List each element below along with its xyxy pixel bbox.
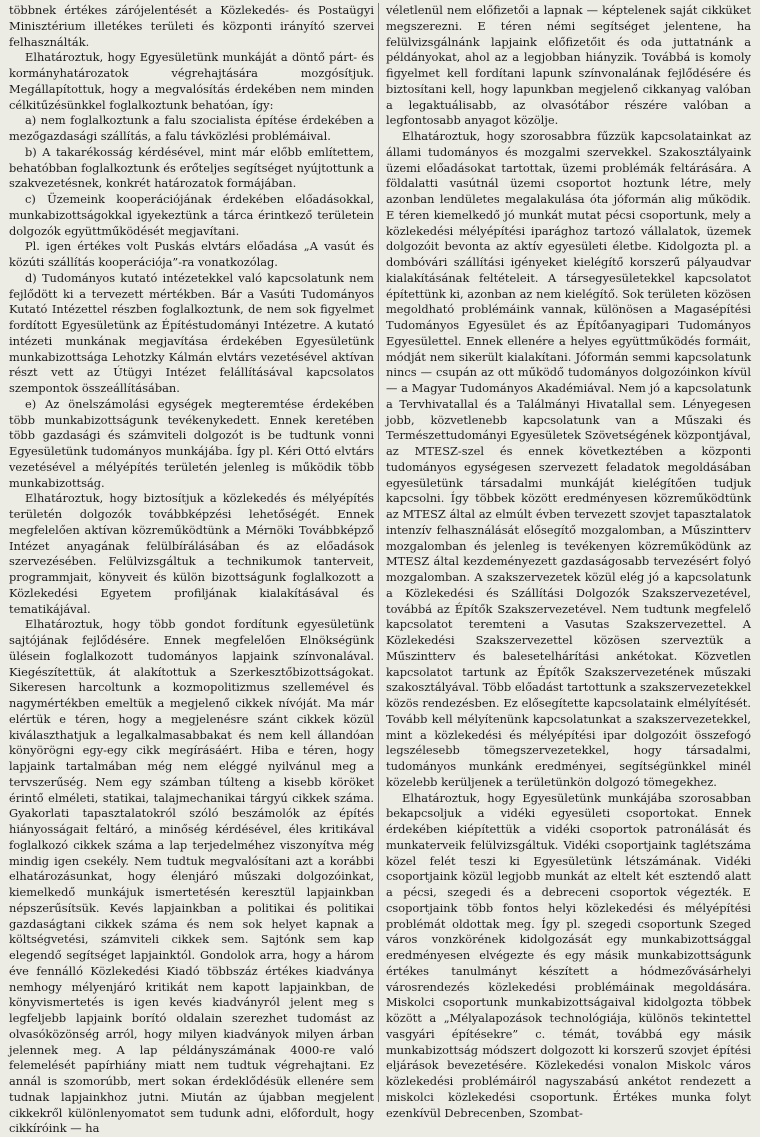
- article-paragraph: Elhatároztuk, hogy Egyesületünk munkájába szorosabban bekapcsoljuk a vidéki egyesületi csoportokat. Ennek érdekében kiépítettük a vidéki csoportok patronálását és munkaterveik felülvizsgáltuk. Vidéki csoportjaink taglétszáma közel felét teszi ki Egyesületünk létszámának. Vidéki csoportjaink közül legjobb munkát az eltelt két esztendő alatt a pécsi, szegedi és a debreceni csoportok végezték. E csoportjaink több fontos helyi közlekedési és mélyépítési problémát oldottak meg. Így pl. szegedi csoportunk Szeged város vonzkörének kidolgozását egy munkabizottsággal eredményesen elvégezte és egy másik munkabizottságunk értékes tanulmányt készített a hódmezővásárhelyi városrendezés közlekedési problémáinak megoldására. Miskolci csoportunk munkabizottságaival kidolgozta többek között a „Mélyalapozások technológiája, különös tekintettel vasgyári építésekre” c. témát, továbbá egy másik munkabizottság módszert dolgozott ki korszerű szovjet építési eljárások bevezetésére. Közlekedési vonalon Miskolc város közlekedési problémáiról nagyszabású ankétot rendezett a miskolci közlekedési csoportunk. Értékes munka folyt ezenkívül Debrecenben, Szombat-: [386, 790, 751, 1120]
- article-paragraph: Elhatároztuk, hogy szorosabbra fűzzük kapcsolatainkat az állami tudományos és mozgalmi szervekkel. Szakosztályaink üzemi előadásokat tartottak, üzemi problémák feltárására. A földalatti vasútnál üzemi csoportot hoztunk létre, mely azonban lendületes megalakulása óta jóformán alig működik. E téren kiemelkedő jó munkát mutat pécsi csoportunk, mely a közlekedési mélyépítési iparághoz tartozó vállalatok, üzemek dolgozóit bevonta az aktív egyesületi életbe. Kidolgozta pl. a dombóvári szállítási igényeket kielégítő korszerű pályaudvar kialakításának feltételeit. A társegyesületekkel kapcsolatot építettünk ki, azonban az nem kielégítő. Sok területen közösen megoldható problémáink vannak, különösen a Magasépítési Tudományos Egyesület és az Építőanyagipari Tudományos Egyesülettel. Ennek ellenére a helyes együttműködés formáit, módját nem sikerült kialakítani. Jóformán semmi kapcsolatunk nincs — csupán az ott működő tudományos dolgozóinkon kívül — a Magyar Tudományos Akadémiával. Nem jó a kapcsolatunk a Tervhivatallal és a Találmányi Hivatallal sem. Lényegesen jobb, közvetlenebb kapcsolatunk van a Műszaki és Természettudományi Egyesületek Szövetségének központjával, az MTESZ-szel és ennek következtében a központi tudományos egységesen szervezett feladatok megoldásában egyesületünk társadalmi munkáját kielégítően tudjuk kapcsolni. Így többek között eredményesen közreműködtünk az MTESZ által az elmúlt évben tervezett szovjet tapasztalatok intenzív felhasználását elősegítő mozgalomban, a Műszintterv mozgalomban és jelenleg is tevékenyen közreműködünk az MTESZ által kezdeményezett gazdaságosabb tervezésért folyó mozgalomban. A szakszervezetek közül elég jó a kapcsolatunk a Közlekedési és Szállítási Dolgozók Szakszervezetével, továbbá az Építők Szakszervezetével. Nem tudtunk megfelelő kapcsolatot teremteni a Vasutas Szakszervezettel. A Közlekedési Szakszervezettel közösen szerveztük a Műszintterv és balesetelhárítási ankétokat. Közvetlen kapcsolatot tartunk az Építők Szakszervezetének műszaki szakosztályával. Több előadást tartottunk a szakszervezetekkel közös rendezésben. Ez elősegítette kapcsolataink elmélyítését. Tovább kell mélyítenünk kapcsolatunkat a szakszervezetekkel, mint a közlekedési és mélyépítési ipar dolgozóit összefogó legszélesebb tömegszervezetekkel, hogy társadalmi, tudományos munkánk eredményei, segítségünkkel minél közelebb kerüljenek a területünkön dolgozó tömegekhez.: [386, 129, 751, 789]
- article-paragraph: e) Az önelszámolási egységek megteremtése érdekében több munkabizottságunk tevékenykedett. Ennek keretében több gazdasági és számviteli dolgozót is be tudtunk vonni Egyesületünk tudományos munkájába. Így pl. Kéri Ottó elvtárs vezetésével a mélyépítés területén jelenleg is működik több munkabizottság.: [9, 396, 374, 490]
- article-paragraph: többnek értékes zárójelentését a Közlekedés- és Postaügyi Minisztérium illetékes területi és központi irányító szervei felhasználták.: [9, 3, 374, 49]
- article-paragraph: Pl. igen értékes volt Puskás elvtárs előadása „A vasút és közúti szállítás kooperációja”-ra vonatkozólag.: [9, 239, 374, 269]
- article-paragraph: Elhatároztuk, hogy Egyesületünk munkáját a döntő párt- és kormányhatározatok végrehajtására mozgósítjuk. Megállapítottuk, hogy a megvalósítás érdekében nem minden célkitűzésünkkel foglalkoztunk behatóan, így:: [9, 50, 374, 112]
- right-column: [386, 3, 751, 1120]
- article-paragraph: d) Tudományos kutató intézetekkel való kapcsolatunk nem fejlődött ki a tervezett mértékben. Bár a Vasúti Tudományos Kutató Intézettel részben foglalkoztunk, de nem sok figyelmet fordított Egyesületünk az Építéstudományi Intézetre. A kutató intézeti munkának megjavítása érdekében Egyesületünk munkabizottsága Lehotzky Kálmán elvtárs vezetésével aktívan részt vett az Útügyi Intézet felállításával kapcsolatos szempontok összeállításában.: [9, 270, 374, 395]
- column-divider: [378, 3, 379, 1102]
- article-paragraph: Elhatároztuk, hogy biztosítjuk a közlekedés és mélyépítés területén dolgozók továbbképzési lehetőségét. Ennek megfelelően aktívan közreműködtünk a Mérnöki Továbbképző Intézet anyagának felülbírálásában és az előadások szervezésében. Felülvizsgáltuk a technikumok tanterveit, programmjait, könyveit és külön bizottságunk foglalkozott a Közlekedési Egyetem profiljának kialakításával és tematikájával.: [9, 491, 374, 616]
- article-paragraph: c) Üzemeink kooperációjának érdekében előadásokkal, munkabizottságokkal igyekeztünk a tárca érintkező területein dolgozók együttműködését megjavítani.: [9, 192, 374, 238]
- article-paragraph: a) nem foglalkoztunk a falu szocialista építése érdekében a mezőgazdasági szállítás, a falu távközlési problémáival.: [9, 113, 374, 143]
- article-paragraph: véletlenül nem előfizetői a lapnak — képtelenek saját cikküket megszerezni. E téren némi segítséget jelentene, ha felülvizsgálnánk lapjaink előfizetőit és oda juttatnánk a példányokat, ahol az a legjobban hiányzik. Továbbá is komoly figyelmet kell fordítani lapunk színvonalának fejlődésére és biztosítani kell, hogy lapunkban megjelenő cikkanyag valóban a legaktuálisabb, az olvasótábor részére valóban a legfontosabb anyagot közölje.: [386, 3, 751, 128]
- article-paragraph: Elhatároztuk, hogy több gondot fordítunk egyesületünk sajtójának fejlődésére. Ennek megfelelően Elnökségünk ülésein foglalkozott tudományos lapjaink színvonalával. Kiegészítettük, át alakítottuk a Szerkesztőbizottságokat. Sikeresen harcoltunk a kozmopolitizmus szellemével és nagymértékben emeltük a megjelenő cikkek nívóját. Ma már elértük e téren, hogy a megjelenésre szánt cikkek közül kiválaszthatjuk a legalkalmasabbakat és nem kell állandóan könyörögni egy-egy cikk megírásáért. Hiba e téren, hogy lapjaink tartalmában még nem eléggé nyilvánul meg a tervszerűség. Nem egy számban túlteng a kisebb köröket érintő elméleti, statikai, talajmechanikai tárgyú cikkek száma. Gyakorlati tapasztalatokról szóló beszámolók az építés hiányosságait feltáró, a minőség kérdésével, éles kritikával foglalkozó cikkek száma a lap terjedelméhez viszonyítva még mindig igen csekély. Nem tudtuk megvalósítani azt a korábbi elhatározásunkat, hogy élenjáró műszaki dolgozóinkat, kiemelkedő munkájuk ismertetésén keresztül lapjainkban népszerűsítsük. Kevés lapjainkban a politikai és politikai gazdaságtani cikkek száma és nem sok helyet kapnak a költségvetési, számviteli cikkek sem. Sajtónk sem kap elegendő segítséget lapjainktól. Gondolok arra, hogy a három éve fennálló Közlekedési Kiadó többszáz értékes kiadványa nemhogy mélyenjáró kritikát nem kapott lapjainkban, de könyvismertetés is igen kevés kiadványról jelent meg s legfeljebb lapjaink borító oldalain szerezhet tudomást az olvasóközönség arról, hogy milyen kiadványok milyen árban jelennek meg. A lap példányszámának 4000-re való felemelését papírhiány miatt nem tudtuk végrehajtani. Ez annál is szomorúbb, mert sokan érdeklődésük ellenére sem tudnak lapjainkhoz jutni. Miután az újabban megjelent cikkekről különlenyomatot sem tudunk adni, előfordult, hogy cikkíróink — ha: [9, 617, 374, 1136]
- article-paragraph: b) A takarékosság kérdésével, mint már előbb említettem, behatóbban foglalkoztunk és erőteljes segítséget nyújtottunk a szakvezetésnek, konkrét határozatok formájában.: [9, 144, 374, 191]
- left-column: [9, 3, 374, 1136]
